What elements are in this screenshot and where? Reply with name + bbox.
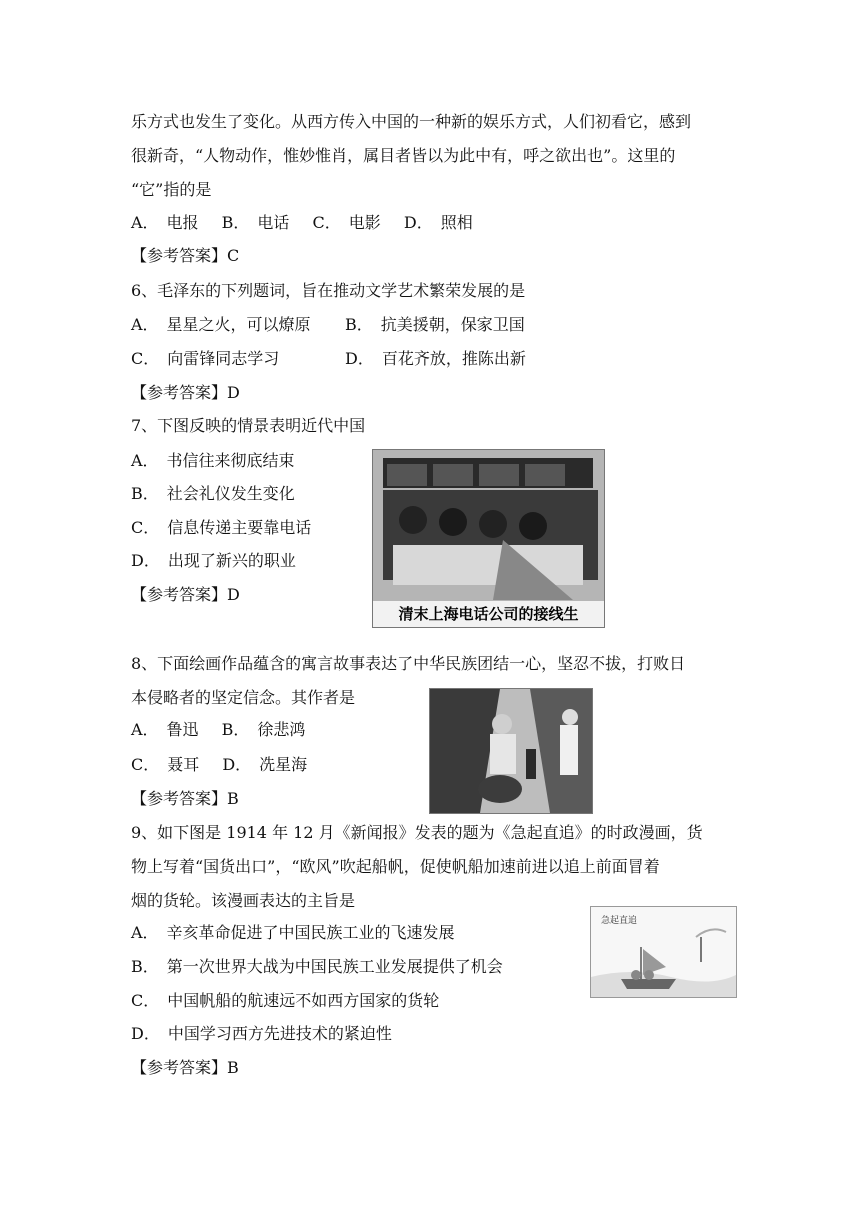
q7-option-c: C． 信息传递主要靠电话 [131,518,312,537]
q8-option-d: D． 冼星海 [222,755,308,774]
q8-option-b: B． 徐悲鸿 [221,720,306,739]
q9-stem-line1: 9、如下图是 1914 年 12 月《新闻报》发表的题为《急起直追》的时政漫画，货 [131,823,703,842]
q5-option-a: A． 电报 [131,213,199,232]
q5-option-b: B． 电话 [221,213,290,232]
q9-option-a: A． 辛亥革命促进了中国民族工业的飞速发展 [131,923,455,942]
q5-answer: 【参考答案】C [131,246,240,265]
q8-stem-line2: 本侵略者的坚定信念。其作者是 [131,688,356,707]
q7-stem: 7、下图反映的情景表明近代中国 [131,416,366,435]
q9-stem-line2: 物上写着“国货出口”，“欧风”吹起船帆，促使帆船加速前进以追上前面冒着 [131,857,660,876]
q6-option-d: D． 百花齐放，推陈出新 [345,349,526,368]
q5-options [131,213,473,233]
q9-answer: 【参考答案】B [131,1058,239,1077]
q5-stem-line1: 乐方式也发生了变化。从西方传入中国的一种新的娱乐方式，人们初看它，感到 [131,112,692,131]
q6-answer: 【参考答案】D [131,383,240,402]
painting-image [429,688,593,814]
switchboard-operators-photo [372,449,605,628]
q6-option-b: B． 抗美援朝，保家卫国 [345,315,525,334]
q7-option-a: A． 书信往来彻底结束 [131,451,295,470]
cartoon-title: 急起直追 [601,916,638,926]
q8-answer: 【参考答案】B [131,789,239,808]
q5-option-c: C． 电影 [312,213,381,232]
q8-option-c: C． 聂耳 [131,755,200,774]
switchboard-photo-caption: 清末上海电话公司的接线生 [373,601,604,627]
q8-options-row1 [131,720,305,740]
q8-option-a: A． 鲁迅 [131,720,199,739]
q6-option-a: A． 星星之火，可以燎原 [131,315,311,334]
q6-stem: 6、毛泽东的下列题词，旨在推动文学艺术繁荣发展的是 [131,281,526,300]
q7-option-d: D． 出现了新兴的职业 [131,551,296,570]
q9-option-c: C． 中国帆船的航速远不如西方国家的货轮 [131,991,440,1010]
q8-stem-line1: 8、下面绘画作品蕴含的寓言故事表达了中华民族团结一心，坚忍不拔，打败日 [131,654,686,673]
painting-illustration [430,689,592,813]
cartoon-illustration [591,907,736,997]
q9-option-b: B． 第一次世界大战为中国民族工业发展提供了机会 [131,957,503,976]
q6-option-c: C． 向雷锋同志学习 [131,349,280,368]
q5-stem-line3: “它”指的是 [131,180,212,199]
q9-stem-line3: 烟的货轮。该漫画表达的主旨是 [131,891,356,910]
q8-options-row2 [131,755,307,775]
q9-option-d: D． 中国学习西方先进技术的紧迫性 [131,1024,392,1043]
q5-stem-line2: 很新奇，“人物动作，惟妙惟肖，属目者皆以为此中有，呼之欲出也”。这里的 [131,146,676,165]
q7-answer: 【参考答案】D [131,585,240,604]
q5-option-d: D． 照相 [403,213,473,232]
cartoon-image [590,906,737,998]
q7-option-b: B． 社会礼仪发生变化 [131,484,295,503]
